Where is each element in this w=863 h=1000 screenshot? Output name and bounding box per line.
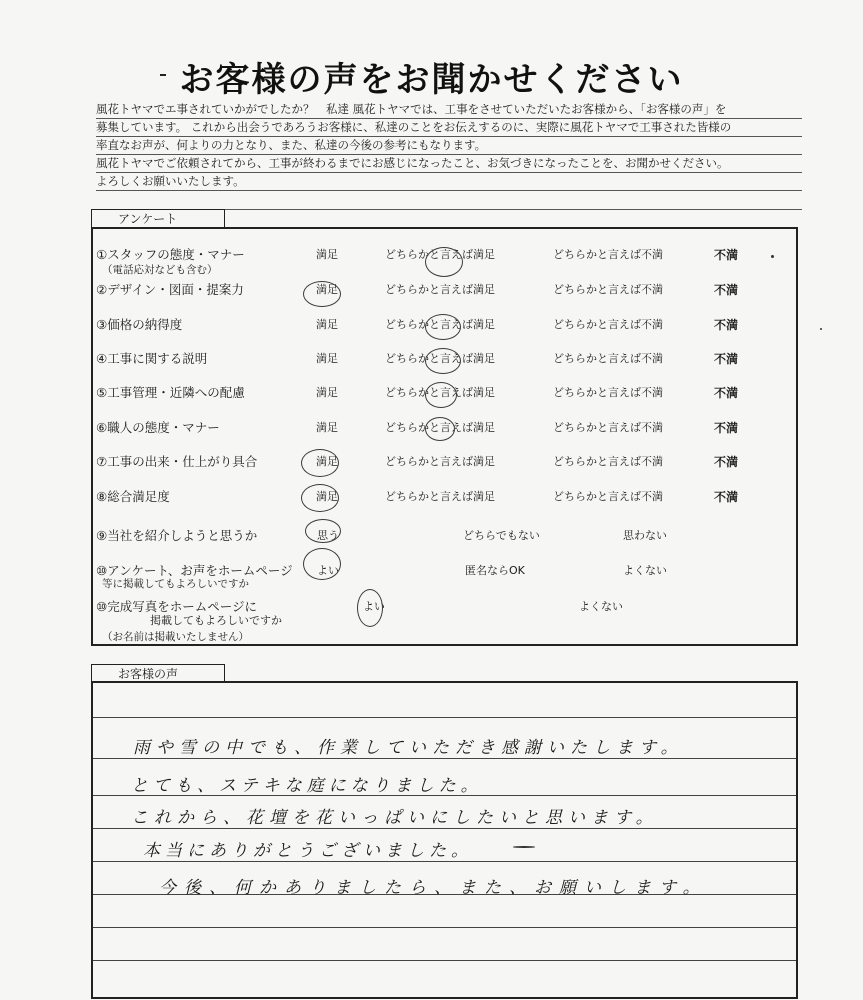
option-scale-0[interactable]: 満足 bbox=[316, 318, 338, 331]
option-scale-0[interactable]: 満足 bbox=[316, 386, 338, 399]
option-scale-3[interactable]: 不満 bbox=[714, 318, 739, 332]
option-scale-3[interactable]: 不満 bbox=[714, 455, 739, 469]
option-scale-0[interactable]: 満足 bbox=[316, 352, 338, 365]
option-scale-3[interactable]: 不満 bbox=[714, 386, 739, 400]
option-scale-0[interactable]: 満足 bbox=[316, 490, 338, 503]
page-title: お客様の声をお聞かせください bbox=[179, 60, 684, 100]
question-8-row bbox=[93, 485, 796, 515]
option-scale-1[interactable]: どちらかと言えば満足 bbox=[385, 386, 495, 399]
ruled-line bbox=[93, 927, 796, 928]
question-label: ①スタッフの態度・マナー bbox=[96, 247, 245, 262]
option-yokunai[interactable]: よくない bbox=[579, 600, 623, 613]
option-scale-1[interactable]: どちらかと言えば満足 bbox=[385, 248, 495, 261]
question-5-row bbox=[93, 381, 796, 411]
question-label: ⑤工事管理・近隣への配慮 bbox=[96, 385, 245, 400]
ruled-line bbox=[93, 828, 796, 829]
option-yoi[interactable]: よい bbox=[363, 600, 385, 613]
option-scale-3[interactable]: 不満 bbox=[714, 248, 739, 262]
question-label: ⑨当社を紹介しようと思うか bbox=[96, 528, 258, 543]
option-scale-2[interactable]: どちらかと言えば不満 bbox=[553, 455, 663, 468]
handwritten-line-1: 雨や雪の中でも、作業していただき感謝いたします。 bbox=[133, 738, 684, 758]
question-9-row bbox=[93, 524, 796, 554]
option-scale-1[interactable]: どちらかと言えば満足 bbox=[385, 421, 495, 434]
option-scale-1[interactable]: どちらかと言えば満足 bbox=[385, 455, 495, 468]
question-note: （お名前は掲載いたしません） bbox=[102, 631, 249, 643]
option-scale-3[interactable]: 不満 bbox=[714, 283, 739, 297]
ruled-line bbox=[93, 717, 796, 718]
stray-mark bbox=[160, 74, 166, 76]
option-scale-2[interactable]: どちらかと言えば不満 bbox=[553, 248, 663, 261]
voice-tab: お客様の声 bbox=[91, 664, 225, 683]
question-label: ⑥職人の態度・マナー bbox=[96, 420, 220, 435]
intro-line-2: 募集しています。 これから出会うであろうお客様に、私達のことをお伝えするのに、実際に風花トヤマで工事された皆様の bbox=[96, 119, 802, 137]
intro-line-1: 風花トヤマでエ事されていかがでしたか？ 私達 風花トヤマでは、工事をさせていただいたお客様から、「お客様の声」を bbox=[96, 101, 802, 119]
option-omowanai[interactable]: 思わない bbox=[623, 529, 667, 542]
option-scale-3[interactable]: 不満 bbox=[714, 352, 739, 366]
pen-stroke bbox=[513, 846, 535, 848]
ruled-line bbox=[93, 960, 796, 961]
option-yokunai[interactable]: よくない bbox=[623, 564, 667, 577]
option-scale-3[interactable]: 不満 bbox=[714, 421, 739, 435]
handwritten-line-5: 今後、何かありましたら、また、お願いします。 bbox=[159, 878, 708, 898]
question-label: ⑧総合満足度 bbox=[96, 489, 170, 504]
option-scale-1[interactable]: どちらかと言えば満足 bbox=[385, 352, 495, 365]
question-3-row bbox=[93, 313, 796, 343]
option-scale-2[interactable]: どちらかと言えば不満 bbox=[553, 352, 663, 365]
question-label: ⑦工事の出来・仕上がり具合 bbox=[96, 454, 258, 469]
question-1-row bbox=[93, 243, 796, 276]
survey-tab: アンケート bbox=[91, 209, 225, 228]
option-scale-2[interactable]: どちらかと言えば不満 bbox=[553, 318, 663, 331]
question-2-row bbox=[93, 278, 796, 308]
handwritten-line-4: 本当にありがとうございました。 bbox=[143, 841, 473, 861]
option-dochiraDemonai[interactable]: どちらでもない bbox=[463, 529, 540, 542]
intro-line-3: 率直なお声が、何よりの力となり、また、私達の今後の参考にもなります。 bbox=[96, 137, 802, 155]
speck bbox=[820, 328, 822, 330]
question-7-row bbox=[93, 450, 796, 480]
option-yoi[interactable]: よい bbox=[317, 564, 339, 577]
ruled-line bbox=[93, 861, 796, 862]
intro-line-5: よろしくお願いいたします。 bbox=[96, 173, 802, 191]
question-10-row bbox=[93, 559, 796, 593]
question-label: ②デザイン・図面・提案力 bbox=[96, 282, 244, 297]
question-6-row bbox=[93, 416, 796, 446]
question-sublabel: （電話応対なども含む） bbox=[102, 264, 218, 276]
option-scale-2[interactable]: どちらかと言えば不満 bbox=[553, 490, 663, 503]
option-scale-1[interactable]: どちらかと言えば満足 bbox=[385, 318, 495, 331]
option-omou[interactable]: 思う bbox=[317, 529, 339, 542]
intro-line-4: 風花トヤマでご依頼されてから、工事が終わるまでにお感じになったこと、お気づきになったことを、お聞かせください。 bbox=[96, 155, 802, 173]
option-scale-3[interactable]: 不満 bbox=[714, 490, 739, 504]
question-label: ④工事に関する説明 bbox=[96, 351, 208, 366]
survey-box bbox=[91, 227, 798, 646]
question-11-row bbox=[93, 595, 796, 643]
question-label: ③価格の納得度 bbox=[96, 317, 183, 332]
option-scale-1[interactable]: どちらかと言えば満足 bbox=[385, 490, 495, 503]
option-scale-0[interactable]: 満足 bbox=[316, 455, 338, 468]
speck bbox=[771, 255, 774, 258]
handwritten-line-2: とても、ステキな庭になりました。 bbox=[131, 776, 483, 796]
option-tokumei[interactable]: 匿名ならOK bbox=[465, 564, 525, 577]
question-sublabel: 等に掲載してもよろしいですか bbox=[102, 578, 249, 590]
question-label: ⑩完成写真をホームページに bbox=[96, 599, 257, 614]
option-scale-0[interactable]: 満足 bbox=[316, 421, 338, 434]
option-scale-2[interactable]: どちらかと言えば不満 bbox=[553, 283, 663, 296]
question-4-row bbox=[93, 347, 796, 377]
question-sublabel: 掲載してもよろしいですか bbox=[150, 614, 282, 627]
question-label: ⑩アンケート、お声をホームページ bbox=[96, 563, 293, 578]
option-scale-0[interactable]: 満足 bbox=[316, 283, 338, 296]
ruled-line bbox=[93, 758, 796, 759]
handwritten-line-3: これから、花壇を花いっぱいにしたいと思います。 bbox=[131, 808, 659, 828]
option-scale-2[interactable]: どちらかと言えば不満 bbox=[553, 421, 663, 434]
option-scale-1[interactable]: どちらかと言えば満足 bbox=[385, 283, 495, 296]
option-scale-0[interactable]: 満足 bbox=[316, 248, 338, 261]
customer-voice-box bbox=[91, 681, 798, 999]
option-scale-2[interactable]: どちらかと言えば不満 bbox=[553, 386, 663, 399]
